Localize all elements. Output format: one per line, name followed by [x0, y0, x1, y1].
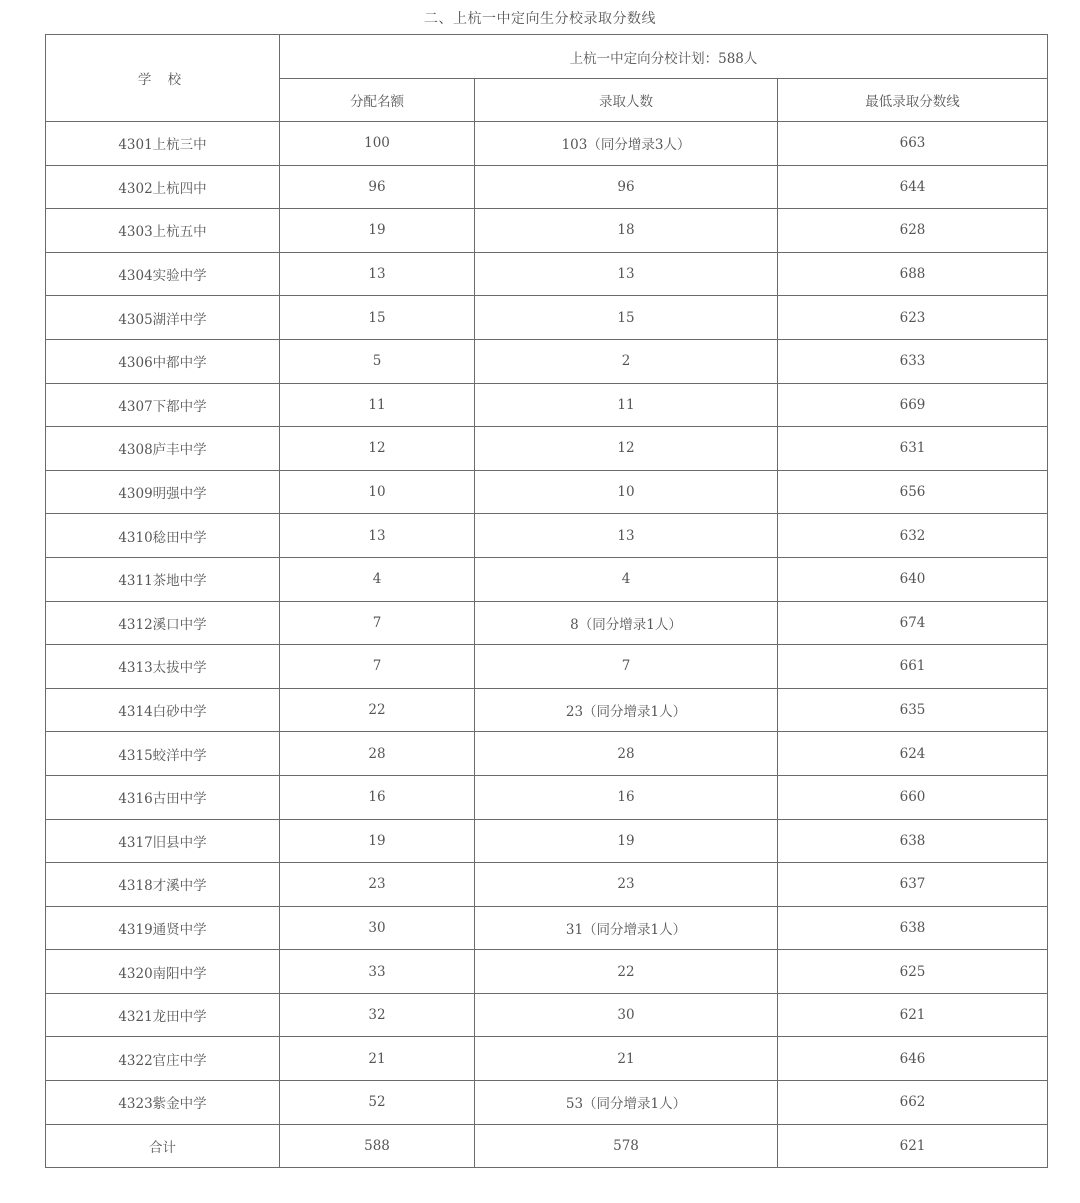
cell-school: 4313太拔中学 — [46, 645, 280, 689]
cell-admitted: 10 — [475, 470, 778, 514]
cell-admitted: 23 — [475, 863, 778, 907]
cell-school: 4318才溪中学 — [46, 863, 280, 907]
cell-school: 4314白砂中学 — [46, 688, 280, 732]
cell-admitted: 16 — [475, 775, 778, 819]
table-row — [46, 339, 1048, 383]
cell-quota: 10 — [280, 470, 475, 514]
table-row — [46, 732, 1048, 776]
document-title: 二、上杭一中定向生分校录取分数线 — [424, 11, 656, 27]
cell-admitted: 53（同分增录1人） — [475, 1081, 778, 1125]
cell-admitted: 21 — [475, 1037, 778, 1081]
cell-quota: 19 — [280, 819, 475, 863]
table-row — [46, 427, 1048, 471]
cell-quota: 32 — [280, 993, 475, 1037]
table-row — [46, 819, 1048, 863]
cell-quota: 16 — [280, 775, 475, 819]
cell-min-score: 628 — [778, 209, 1048, 253]
header-row-top — [46, 35, 1048, 79]
cell-school: 4320南阳中学 — [46, 950, 280, 994]
cell-quota: 13 — [280, 514, 475, 558]
cell-quota: 7 — [280, 645, 475, 689]
cell-min-score: 635 — [778, 688, 1048, 732]
cell-min-score: 663 — [778, 122, 1048, 166]
cell-min-score: 688 — [778, 252, 1048, 296]
cell-quota: 30 — [280, 906, 475, 950]
total-row — [46, 1124, 1048, 1168]
cell-quota: 12 — [280, 427, 475, 471]
table-row — [46, 1081, 1048, 1125]
table-row — [46, 993, 1048, 1037]
cell-min-score: 631 — [778, 427, 1048, 471]
cell-quota: 11 — [280, 383, 475, 427]
cell-min-score: 646 — [778, 1037, 1048, 1081]
cell-quota: 7 — [280, 601, 475, 645]
cell-school: 4304实验中学 — [46, 252, 280, 296]
cell-school: 4308庐丰中学 — [46, 427, 280, 471]
table-row — [46, 296, 1048, 340]
table-row — [46, 252, 1048, 296]
cell-quota: 33 — [280, 950, 475, 994]
cell-admitted: 31（同分增录1人） — [475, 906, 778, 950]
cell-admitted: 96 — [475, 165, 778, 209]
cell-school: 4323紫金中学 — [46, 1081, 280, 1125]
cell-school: 合计 — [46, 1124, 280, 1168]
cell-min-score: 644 — [778, 165, 1048, 209]
cell-quota: 21 — [280, 1037, 475, 1081]
cell-admitted: 30 — [475, 993, 778, 1037]
admission-score-table — [45, 34, 1048, 1168]
cell-quota: 52 — [280, 1081, 475, 1125]
header-plan-group: 上杭一中定向分校计划：588人 — [280, 35, 1048, 79]
cell-quota: 15 — [280, 296, 475, 340]
header-admitted: 录取人数 — [475, 79, 778, 122]
header-min-score: 最低录取分数线 — [778, 79, 1048, 122]
cell-school: 4311茶地中学 — [46, 557, 280, 601]
table-row — [46, 1037, 1048, 1081]
cell-school: 4302上杭四中 — [46, 165, 280, 209]
cell-quota: 100 — [280, 122, 475, 166]
cell-min-score: 674 — [778, 601, 1048, 645]
cell-quota: 5 — [280, 339, 475, 383]
table-row — [46, 165, 1048, 209]
cell-min-score: 621 — [778, 993, 1048, 1037]
cell-min-score: 624 — [778, 732, 1048, 776]
cell-school: 4307下都中学 — [46, 383, 280, 427]
cell-admitted: 22 — [475, 950, 778, 994]
cell-quota: 96 — [280, 165, 475, 209]
cell-min-score: 661 — [778, 645, 1048, 689]
cell-school: 4305湖洋中学 — [46, 296, 280, 340]
table-row — [46, 557, 1048, 601]
cell-admitted: 28 — [475, 732, 778, 776]
cell-admitted: 12 — [475, 427, 778, 471]
cell-min-score: 637 — [778, 863, 1048, 907]
cell-admitted: 4 — [475, 557, 778, 601]
cell-admitted: 13 — [475, 252, 778, 296]
cell-admitted: 15 — [475, 296, 778, 340]
cell-quota: 19 — [280, 209, 475, 253]
cell-school: 4316古田中学 — [46, 775, 280, 819]
cell-min-score: 632 — [778, 514, 1048, 558]
cell-quota: 28 — [280, 732, 475, 776]
cell-school: 4321龙田中学 — [46, 993, 280, 1037]
cell-min-score: 625 — [778, 950, 1048, 994]
cell-min-score: 638 — [778, 819, 1048, 863]
cell-admitted: 103（同分增录3人） — [475, 122, 778, 166]
cell-min-score: 638 — [778, 906, 1048, 950]
cell-admitted: 11 — [475, 383, 778, 427]
table-row — [46, 645, 1048, 689]
cell-min-score: 633 — [778, 339, 1048, 383]
cell-quota: 4 — [280, 557, 475, 601]
cell-quota: 588 — [280, 1124, 475, 1168]
cell-school: 4315蛟洋中学 — [46, 732, 280, 776]
table-row — [46, 601, 1048, 645]
cell-school: 4310稔田中学 — [46, 514, 280, 558]
cell-min-score: 656 — [778, 470, 1048, 514]
cell-admitted: 8（同分增录1人） — [475, 601, 778, 645]
cell-school: 4301上杭三中 — [46, 122, 280, 166]
cell-min-score: 640 — [778, 557, 1048, 601]
table-row — [46, 514, 1048, 558]
cell-admitted: 2 — [475, 339, 778, 383]
cell-admitted: 578 — [475, 1124, 778, 1168]
table-row — [46, 775, 1048, 819]
table-row — [46, 950, 1048, 994]
cell-school: 4319通贤中学 — [46, 906, 280, 950]
cell-quota: 22 — [280, 688, 475, 732]
table-body — [46, 122, 1048, 1168]
cell-school: 4312溪口中学 — [46, 601, 280, 645]
cell-school: 4317旧县中学 — [46, 819, 280, 863]
cell-min-score: 669 — [778, 383, 1048, 427]
table-row — [46, 906, 1048, 950]
cell-min-score: 662 — [778, 1081, 1048, 1125]
cell-min-score: 623 — [778, 296, 1048, 340]
cell-quota: 23 — [280, 863, 475, 907]
cell-school: 4306中都中学 — [46, 339, 280, 383]
cell-admitted: 23（同分增录1人） — [475, 688, 778, 732]
table-row — [46, 863, 1048, 907]
header-school: 学 校 — [46, 35, 280, 122]
cell-school: 4309明强中学 — [46, 470, 280, 514]
cell-admitted: 7 — [475, 645, 778, 689]
cell-quota: 13 — [280, 252, 475, 296]
table-row — [46, 383, 1048, 427]
cell-min-score: 621 — [778, 1124, 1048, 1168]
header-quota: 分配名额 — [280, 79, 475, 122]
cell-school: 4322官庄中学 — [46, 1037, 280, 1081]
table-row — [46, 688, 1048, 732]
table-row — [46, 122, 1048, 166]
table-row — [46, 470, 1048, 514]
cell-admitted: 18 — [475, 209, 778, 253]
cell-admitted: 13 — [475, 514, 778, 558]
cell-school: 4303上杭五中 — [46, 209, 280, 253]
table-row — [46, 209, 1048, 253]
cell-admitted: 19 — [475, 819, 778, 863]
cell-min-score: 660 — [778, 775, 1048, 819]
